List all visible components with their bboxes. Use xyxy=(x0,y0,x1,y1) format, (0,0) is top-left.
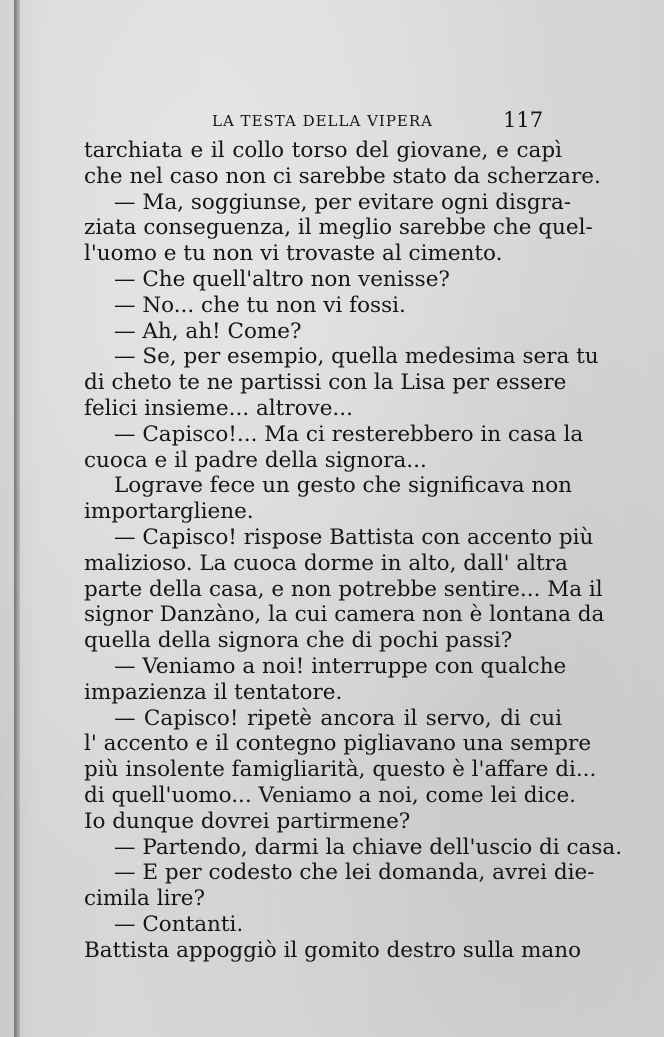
text-line: — Ah, ah! Come? xyxy=(114,318,302,344)
text-line: cuoca e il padre della signora... xyxy=(84,447,427,473)
text-line: — Capisco! ripetè ancora il servo, di cui xyxy=(114,705,562,731)
text-line: tarchiata e il collo torso del giovane, e capì xyxy=(84,138,562,163)
text-line: importargliene. xyxy=(84,499,254,525)
text-line: — Se, per esempio, quella medesima sera tu xyxy=(114,344,599,370)
page-gutter-shadow xyxy=(14,0,20,1037)
text-line: malizioso. La cuoca dorme in alto, dall' altra xyxy=(84,550,568,576)
body-text xyxy=(84,138,623,964)
text-line: di cheto te ne partissi con la Lisa per essere xyxy=(84,370,567,396)
text-line: l' accento e il contegno pigliavano una sempre xyxy=(84,731,592,757)
text-line: l'uomo e tu non vi trovaste al cimento. xyxy=(84,241,503,267)
text-line: — Ma, soggiunse, per evitare ogni disgra- xyxy=(114,189,572,215)
text-line: Battista appoggiò il gomito destro sulla mano xyxy=(84,937,582,963)
text-line: Io dunque dovrei partirmene? xyxy=(84,808,411,834)
text-line: — Capisco!... Ma ci resterebbero in casa la xyxy=(114,421,584,447)
text-line: — E per codesto che lei domanda, avrei die- xyxy=(114,860,595,886)
text-line: — Contanti. xyxy=(114,911,244,937)
text-line: — Che quell'altro non venisse? xyxy=(114,266,450,292)
text-line: Lograve fece un gesto che significava non xyxy=(114,473,573,499)
text-line: signor Danzàno, la cui camera non è lontana da xyxy=(84,602,605,628)
text-line: — Veniamo a noi! interruppe con qualche xyxy=(114,653,567,679)
running-title: LA TESTA DELLA VIPERA xyxy=(212,112,434,130)
text-line: cimila lire? xyxy=(84,886,205,912)
text-line: — Partendo, darmi la chiave dell'uscio di casa. xyxy=(114,834,623,860)
text-line: — No... che tu non vi fossi. xyxy=(114,292,406,318)
page-number: 117 xyxy=(503,108,544,132)
text-line: ziata conseguenza, il meglio sarebbe che quel- xyxy=(84,215,593,241)
text-line: quella della signora che di pochi passi? xyxy=(84,628,513,654)
text-line: impazienza il tentatore. xyxy=(84,679,343,705)
text-line: che nel caso non ci sarebbe stato da scherzare. xyxy=(84,163,601,189)
text-line: più insolente famigliarità, questo è l'affare di... xyxy=(84,757,597,783)
text-line: felici insieme... altrove... xyxy=(84,395,353,421)
text-line: parte della casa, e non potrebbe sentire... Ma il xyxy=(84,576,603,602)
text-line: — Capisco! rispose Battista con accento più xyxy=(114,524,594,550)
text-line: di quell'uomo... Veniamo a noi, come lei dice. xyxy=(84,782,577,808)
